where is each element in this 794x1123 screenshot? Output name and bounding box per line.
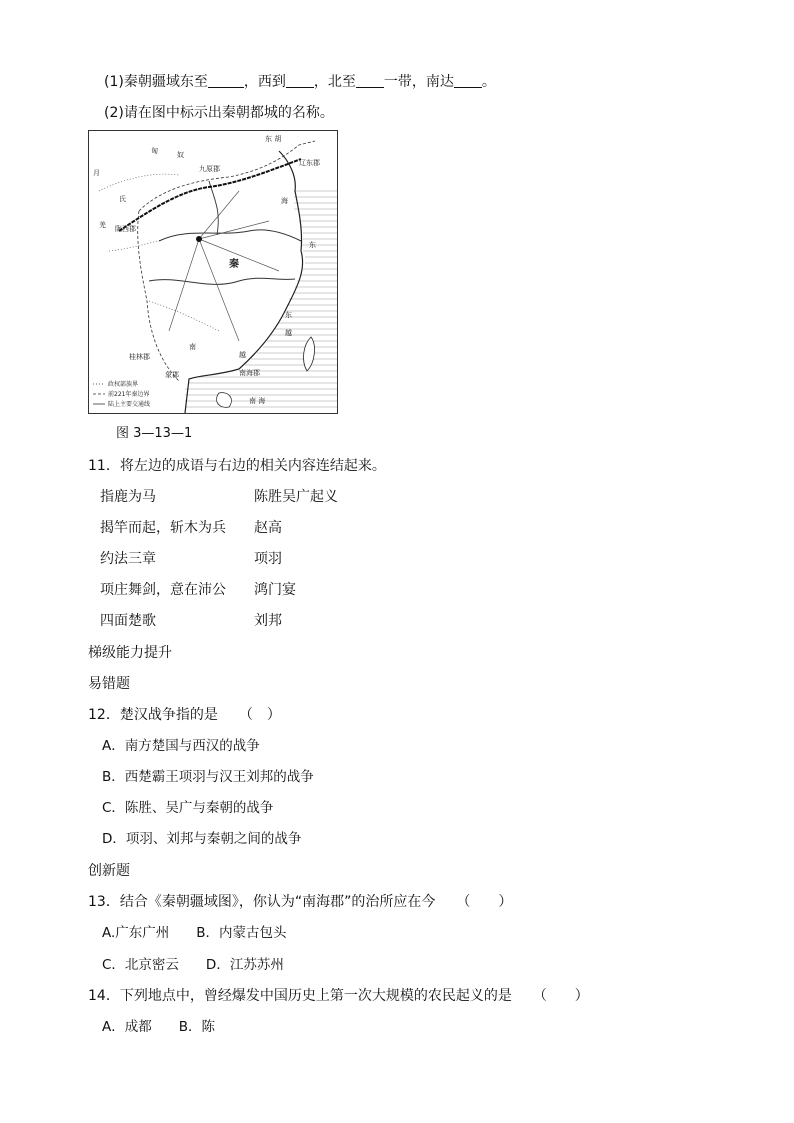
map-label-dong: 东 [309, 241, 316, 249]
blank-north[interactable] [356, 73, 384, 88]
map-label-shi: 氏 [119, 195, 126, 203]
map-label-jiuyuan: 九原郡 [199, 165, 220, 173]
q11-left-item: 项庄舞剑，意在沛公 [100, 582, 226, 598]
figure-caption: 图 3—13—1 [116, 426, 193, 441]
q11-title: 11．将左边的成语与右边的相关内容连结起来。 [88, 458, 386, 474]
q11-right-item: 赵高 [254, 520, 282, 536]
q11-right-item: 陈胜吴广起义 [254, 489, 338, 505]
section-heading: 创新题 [88, 863, 130, 879]
map-label-liaodong: 辽东郡 [299, 159, 320, 167]
map-label-qiang: 羌 [99, 221, 106, 229]
map-label-nanhai: 南海郡 [239, 369, 260, 377]
map-label-yue2: 越 [239, 351, 246, 359]
q13-options-row1[interactable]: A.广东广州 B．内蒙古包头 [102, 925, 287, 941]
q14-stem: 14．下列地点中，曾经爆发中国历史上第一次大规模的农民起义的是 （ ） [88, 988, 589, 1004]
map-label-nu: 奴 [177, 151, 184, 159]
legend-item-2: 前221年秦边界 [108, 391, 150, 398]
q10-part1: (1)秦朝疆域东至 ，西到 ，北至 一带，南达 。 [104, 74, 496, 90]
q10-part2: (2)请在图中标示出秦朝都城的名称。 [104, 105, 334, 121]
q11-right-item: 刘邦 [254, 613, 282, 629]
map-label-qin: 秦 [229, 259, 239, 270]
q11-left-item: 揭竿而起，斩木为兵 [100, 520, 226, 536]
map-label-guilin: 桂林郡 [129, 353, 150, 361]
q11-left-item: 约法三章 [100, 551, 156, 567]
map-label-nan: 南 [189, 343, 196, 351]
q11-right-item: 项羽 [254, 551, 282, 567]
map-label-yue3: 越 [285, 329, 292, 337]
map-label-xiang: 象郡 [165, 371, 179, 379]
q12-option-a[interactable]: A．南方楚国与西汉的战争 [102, 738, 260, 754]
legend-item-1: 政权部族界 [108, 381, 139, 388]
section-heading: 梯级能力提升 [88, 645, 172, 661]
q11-left-item: 四面楚歌 [100, 613, 156, 629]
q13-options-row2[interactable]: C．北京密云 D．江苏苏州 [102, 957, 284, 973]
section-heading: 易错题 [88, 676, 130, 692]
blank-south[interactable] [454, 73, 482, 88]
map-label-longxi: 陇西郡 [115, 225, 136, 233]
q12-option-c[interactable]: C．陈胜、吴广与秦朝的战争 [102, 800, 274, 816]
map-label-nanhai-sea: 南 海 [249, 397, 266, 405]
q12-stem: 12．楚汉战争指的是 （ ） [88, 707, 281, 723]
map-label-dongyue: 东 [285, 311, 292, 319]
blank-east[interactable] [208, 73, 244, 88]
qin-territory-map [88, 130, 338, 414]
q13-stem: 13．结合《秦朝疆域图》，你认为“南海郡”的治所应在今 （ ） [88, 894, 513, 910]
map-label-donghu: 东 胡 [265, 135, 282, 143]
map-label-yue: 月 [93, 169, 100, 177]
q14-options-row1[interactable]: A．成都 B．陈 [102, 1019, 215, 1035]
blank-west[interactable] [286, 73, 314, 88]
legend-item-3: 陆上主要交通线 [108, 401, 151, 408]
q11-left-item: 指鹿为马 [100, 489, 156, 505]
map-label-hai: 海 [281, 197, 288, 205]
map-label-xiong: 匈 [151, 147, 158, 155]
q12-option-b[interactable]: B．西楚霸王项羽与汉王刘邦的战争 [102, 769, 314, 785]
q11-right-item: 鸿门宴 [254, 582, 296, 598]
q12-option-d[interactable]: D．项羽、刘邦与秦朝之间的战争 [102, 831, 302, 847]
